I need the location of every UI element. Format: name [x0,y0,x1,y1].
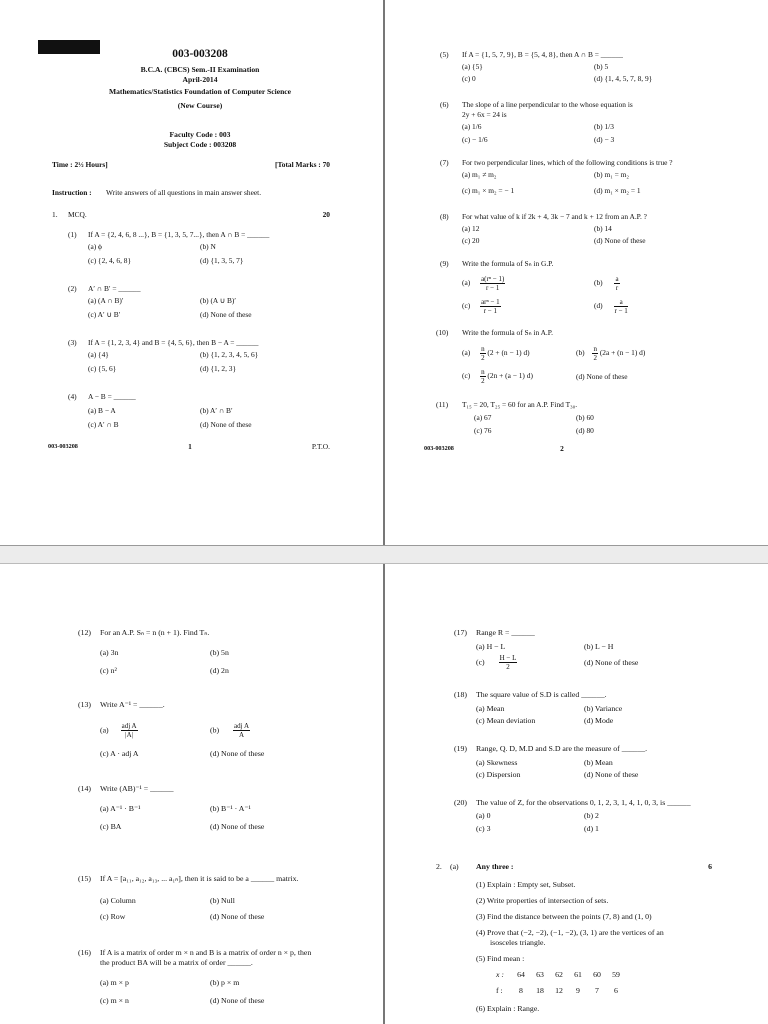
option-a: (a) 3n [100,648,119,657]
option-c: (c) A · adj A [100,749,139,758]
option-b: (b) $\frac{a}{r}$ [594,275,619,292]
option-c: (c) {2, 4, 6, 8} [88,256,132,265]
instruction-text: Write answers of all questions in main answer sheet. [106,188,262,197]
option-a: (a) Skewness [476,758,518,767]
question-text-line2: 2y + 6x = 24 is [462,110,507,119]
option-d: (d) None of these [200,420,252,429]
option-b: (b) 5 [594,62,609,71]
footer-page-number: 1 [188,442,192,451]
question-text: If A = {1, 5, 7, 9}, B = {5, 4, 8}, then A ∩ B = ______ [462,50,623,59]
x-value: 60 [593,970,601,979]
option-d: (d) {1, 2, 3} [200,364,237,373]
option-a: (a) $\frac{\text{a(rⁿ − 1)}}{r - 1}$ [462,275,505,292]
page-4 [384,562,768,1024]
option-d: (d) None of these [210,749,265,758]
x-row-label: x : [496,970,505,979]
option-a: (a) {5} [462,62,483,71]
faculty-code: Faculty Code : 003 [169,130,231,139]
q2-number: 2. [436,862,442,871]
question-number: (18) [454,690,467,699]
question-number: (19) [454,744,467,753]
f-row-label: f : [496,986,503,995]
option-c: (c) 0 [462,74,476,83]
question-number: (10) [436,328,449,337]
q2-part: (a) [450,862,459,871]
option-d: (d) None of these [584,658,639,667]
q2-marks: 6 [708,862,712,871]
question-number: (6) [440,100,449,109]
option-a: (a) m × p [100,978,129,987]
option-b: (b) p × m [210,978,240,987]
option-a: (a) B − A [88,406,116,415]
x-value: 63 [536,970,544,979]
question-text: If A = {1, 2, 3, 4} and B = {4, 5, 6}, then B − A = ______ [88,338,259,347]
question-text: Range, Q. D, M.D and S.D are the measure of ______. [476,744,648,753]
subject-title: Mathematics/Statistics Foundation of Computer Science [108,87,292,96]
option-a: (a) adj A |A| [100,722,137,739]
question-number: (7) [440,158,449,167]
fraction: $\frac{n}{2}$ [593,345,597,362]
option-b: (b) A′ ∩ B′ [200,406,233,415]
question-text: Write A⁻¹ = ______. [100,700,165,709]
option-c: (c) A′ ∩ B [88,420,119,429]
option-c: (c) m₁ × m₂ = − 1 [462,186,515,195]
question-text-line2: the product BA will be a matrix of order ______. [100,958,253,967]
option-d: (d) None of these [576,372,628,381]
question-number: (2) [68,284,77,293]
option-a: (a) {4} [88,350,109,359]
option-c: (c) m × n [100,996,129,1005]
option-d: (d) None of these [210,822,265,831]
option-a: (a) Mean [476,704,505,713]
question-number: (1) [68,230,77,239]
option-a: (a) (A ∩ B)′ [88,296,124,305]
option-a: (a) H − L [476,642,506,651]
page-2 [384,0,768,545]
option-d: (d) 2n [210,666,229,675]
option-b: (b) 5n [210,648,229,657]
question-text: Write the formula of Sₙ in G.P. [462,259,554,268]
redaction-bar [38,40,100,54]
fraction: $\frac{n}{2}$ [481,345,485,362]
question-number: (3) [68,338,77,347]
footer-pto: P.T.O. [311,442,330,451]
option-c: (c) $\frac{H - L}{2}$ [476,654,517,671]
option-b: (b) 1/3 [594,122,614,131]
option-d: (d) None of these [200,310,252,319]
option-b: (b) (A ∪ B)′ [200,296,236,305]
option-b: (b) 2 [584,811,599,820]
option-b: (b) m₁ = m₂ [594,170,629,179]
option-c: (c) Row [100,912,126,921]
x-value: 64 [517,970,525,979]
x-value: 62 [555,970,563,979]
option-d: (d) {1, 4, 5, 7, 8, 9} [594,74,653,83]
exam-title: B.C.A. (CBCS) Sem.-II Examination [140,65,260,74]
option-d: (d) $\frac{a}{r - 1}$ [594,298,628,315]
option-d: (d) m₁ × m₂ = 1 [594,186,641,195]
q2-item-1: (1) Explain : Empty set, Subset. [476,880,576,889]
page-3 [0,562,384,1024]
option-b: (b) Variance [584,704,623,713]
question-number: (12) [78,628,91,637]
q1-number: 1. [52,210,58,219]
option-c: (c) Dispersion [476,770,521,779]
option-d: (d) None of these [584,770,639,779]
option-b: (b) $\frac{n}{2}$ (2a + (n − 1) d) [576,345,646,362]
question-text: A − B = ______ [88,392,136,401]
question-text: Write the formula of Sₙ in A.P. [462,328,553,337]
option-a: (a) $\frac{n}{2}$ (2 + (n − 1) d) [462,345,530,362]
question-number: (16) [78,948,91,957]
f-value: 18 [536,986,544,995]
f-value: 6 [614,986,618,995]
question-text: If A is a matrix of order m × n and B is a matrix of order n × p, then [100,948,312,957]
option-b: (b) B⁻¹ · A⁻¹ [210,804,251,813]
f-value: 7 [595,986,599,995]
option-a: (a) 1/6 [462,122,482,131]
fraction: $\frac{n}{2}$ [481,368,485,385]
option-b: (b) 14 [594,224,612,233]
f-value: 8 [519,986,523,995]
question-number: (15) [78,874,91,883]
course-type: (New Course) [177,101,223,110]
option-c: (c) 76 [474,426,492,435]
option-d: (d) − 3 [594,135,615,144]
fraction: adj A A [234,722,250,739]
option-a: (a) Column [100,896,136,905]
question-text: If A = {2, 4, 6, 8 ...}, B = {1, 3, 5, 7...}, then A ∩ B = ______ [88,230,270,239]
fraction: arⁿ − 1 r − 1 [481,298,500,315]
option-d: (d) Mode [584,716,614,725]
subject-code: Subject Code : 003208 [163,140,237,149]
question-text: If A = [a₁₁, a₁₂, a₁₃, ... a₁ₙ], then it is said to be a ______ matrix. [100,874,299,883]
x-value: 61 [574,970,582,979]
paper-code: 003-003208 [172,48,228,60]
option-d: (d) {1, 3, 5, 7} [200,256,244,265]
q2-item-5: (5) Find mean : [476,954,525,963]
footer-code: 003-003208 [48,443,78,450]
option-c: (c) {5, 6} [88,364,117,373]
question-number: (8) [440,212,449,221]
time-allowed: Time : 2½ Hours] [52,160,108,169]
option-b: (b) {1, 2, 3, 4, 5, 6} [200,350,259,359]
question-text: The square value of S.D is called ______. [476,690,607,699]
question-text: T₁₅ = 20, T₂₅ = 60 for an A.P. Find T₃₀. [462,400,578,409]
option-c: (c) BA [100,822,122,831]
fraction: adj A |A| [121,722,137,739]
option-b: (b) adj A A [210,722,250,739]
option-c: (c) $\frac{n}{2}$ (2n + (a − 1) d) [462,368,533,385]
option-d: (d) None of these [210,912,265,921]
question-number: (14) [78,784,91,793]
page-1 [0,0,384,545]
f-value: 12 [555,986,563,995]
option-b: (b) 60 [576,413,594,422]
option-a: (a) 12 [462,224,480,233]
q1-title: MCQ. [68,210,87,219]
q2-item-4: (4) Prove that (−2, −2), (−1, −2), (3, 1) are the vertices of an [476,928,664,937]
fraction: $\frac{a}{r}$ [615,275,619,292]
option-b: (b) N [200,242,216,251]
question-number: (11) [436,400,449,409]
option-a: (a) A⁻¹ · B⁻¹ [100,804,141,813]
q2-item-2: (2) Write properties of intersection of sets. [476,896,609,905]
footer-page-number: 2 [560,444,564,453]
fraction: $\frac{H - L}{2}$ [499,654,517,671]
question-text: The value of Z, for the observations 0, 1, 2, 3, 1, 4, 1, 0, 3, is ______ [476,798,691,807]
option-b: (b) L − H [584,642,614,651]
q2-item-6: (6) Explain : Range. [476,1004,540,1013]
option-d: (d) 1 [584,824,599,833]
option-a: (a) ϕ [88,242,102,251]
q2-item-4-line2: isosceles triangle. [490,938,546,947]
option-c: (c) − 1/6 [462,135,488,144]
x-value: 59 [612,970,620,979]
option-d: (d) None of these [210,996,265,1005]
exam-session: April-2014 [182,75,218,84]
footer-code: 003-003208 [424,445,454,452]
option-c: (c) arⁿ − 1 r − 1 [462,298,500,315]
option-d: (d) None of these [594,236,646,245]
option-c: (c) 3 [476,824,491,833]
question-text: For what value of k if 2k + 4, 3k − 7 and k + 12 from an A.P. ? [462,212,647,221]
question-text: Range R = ______ [476,628,535,637]
option-a: (a) 67 [474,413,492,422]
total-marks: [Total Marks : 70 [275,160,330,169]
question-number: (13) [78,700,91,709]
option-b: (b) Mean [584,758,613,767]
option-c: (c) Mean deviation [476,716,536,725]
fraction: $\frac{\text{a(rⁿ − 1)}}{r - 1}$ [481,275,505,292]
q2-title: Any three : [476,862,514,871]
question-number: (5) [440,50,449,59]
question-text: Write (AB)⁻¹ = ______ [100,784,174,793]
option-c: (c) 20 [462,236,480,245]
q2-item-3: (3) Find the distance between the points (7, 8) and (1, 0) [476,912,652,921]
question-text: The slope of a line perpendicular to the whose equation is [462,100,633,109]
question-number: (17) [454,628,467,637]
q1-marks: 20 [322,210,330,219]
question-text: For two perpendicular lines, which of the following conditions is true ? [462,158,673,167]
instruction-label: Instruction : [52,188,92,197]
question-number: (20) [454,798,467,807]
question-text: A′ ∩ B′ = ______ [88,284,141,293]
f-value: 9 [576,986,580,995]
option-a: (a) 0 [476,811,491,820]
question-number: (4) [68,392,77,401]
option-d: (d) 80 [576,426,594,435]
fraction: $\frac{a}{r - 1}$ [614,298,628,315]
question-text: For an A.P. Sₙ = n (n + 1). Find Tₙ. [100,628,210,637]
option-c: (c) A′ ∪ B′ [88,310,121,319]
option-c: (c) n² [100,666,117,675]
option-a: (a) m₁ ≠ m₂ [462,170,497,179]
option-b: (b) Null [210,896,235,905]
question-number: (9) [440,259,449,268]
